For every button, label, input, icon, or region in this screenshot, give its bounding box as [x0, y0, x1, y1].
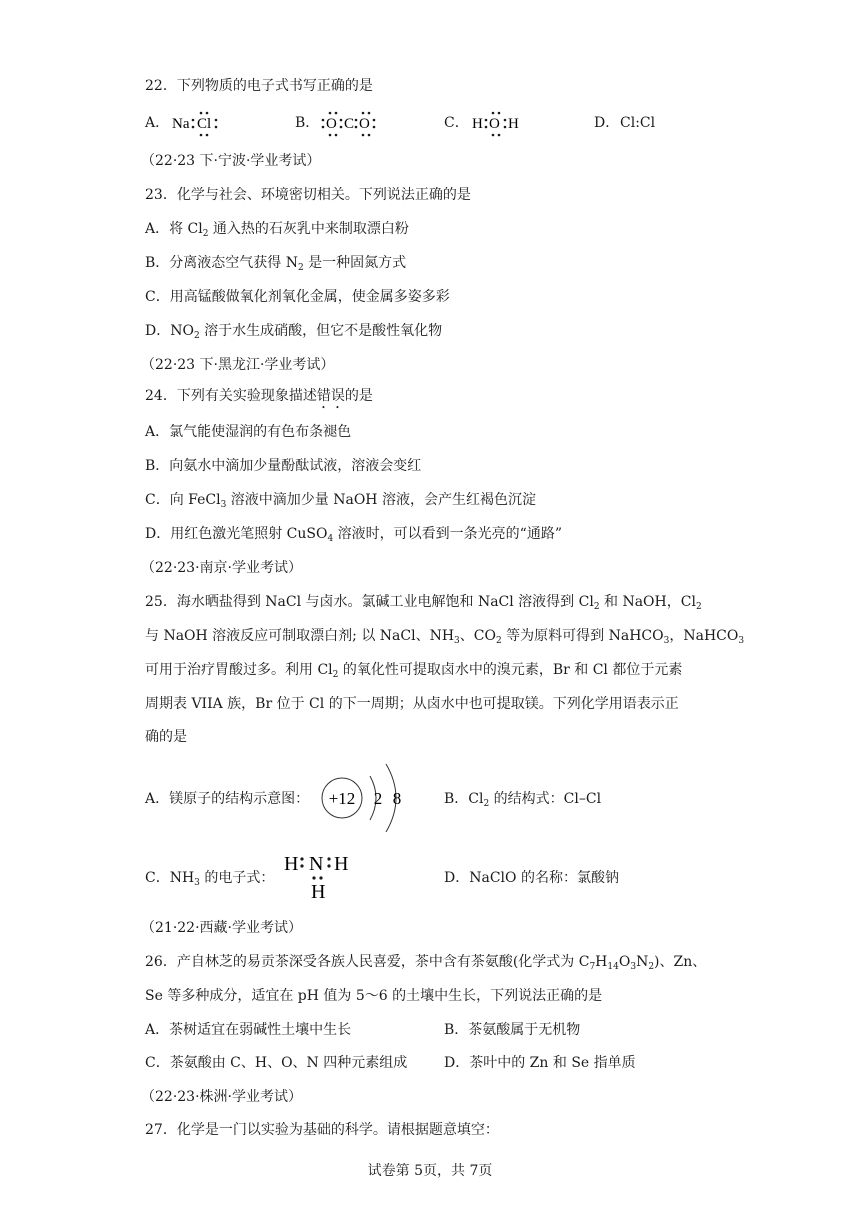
nucleus-label: +12 [328, 789, 356, 808]
q25-option-b: B．$Cl_2$ 的结构式：Cl–Cl [444, 791, 602, 809]
q22-option-c-formula [470, 104, 530, 138]
q25-option-a-text: A．镁原子的结构示意图： [145, 791, 310, 807]
q26-option-b: B．茶氨酸属于无机物 [444, 1022, 581, 1038]
q25-stem-line2: 与 NaOH 溶液反应可制取漂白剂; 以 NaCl、$NH_3$、$CO_2$ 等为原料可得到 NaHCO$_3$，NaHCO$_3$ [145, 628, 745, 646]
q26-option-a: A．茶树适宜在弱碱性土壤中生长 [145, 1022, 352, 1038]
q22-option-a-label: A． [145, 115, 170, 131]
q22-option-d-formula: Cl:Cl [620, 115, 656, 131]
q23-option-d: D．$NO_2$ 溶于水生成硝酸，但它不是酸性氧化物 [145, 323, 443, 341]
source-note-27: （22·23·株洲·学业考试） [141, 1089, 302, 1105]
q25-stem-line4: 周期表 VIIA 族，Br 位于 Cl 的下一周期；从卤水中也可提取镁。下列化学用语表示正 [145, 696, 679, 712]
q23-stem: 23．化学与社会、环境密切相关。下列说法正确的是 [145, 187, 471, 203]
q23-option-a: A．将 $Cl_2$ 通入热的石灰乳中来制取漂白粉 [145, 221, 409, 239]
q23-option-c: C．用高锰酸做氧化剂氧化金属，使金属多姿多彩 [145, 289, 450, 305]
svg-text:N: N [309, 853, 324, 875]
q22-option-d-label: D． [594, 115, 620, 131]
q25-stem-line5: 确的是 [145, 729, 187, 745]
svg-text:H: H [311, 881, 326, 902]
source-note-23: （22·23 下·宁波·学业考试） [141, 153, 321, 169]
q24-stem: 24．下列有关实验现象描述错误的是 [145, 388, 373, 404]
svg-text:C: C [344, 116, 355, 132]
svg-text:H: H [508, 116, 519, 132]
q26-stem-line1: 26．产自林芝的易贡茶深受各族人民喜爱，茶中含有茶氨酸(化学式为 $C_7H_{14}O_3N_2$)、Zn、 [145, 954, 707, 972]
q22-option-b-label: B． [295, 115, 320, 131]
svg-text:O: O [326, 116, 337, 132]
q25-option-d: D．NaClO 的名称：氯酸钠 [444, 870, 619, 886]
svg-text:Cl: Cl [197, 116, 212, 132]
q22-stem: 22．下列物质的电子式书写正确的是 [145, 78, 373, 94]
nh3-electron-formula [282, 846, 362, 902]
q25-option-c-text: C．$NH_3$ 的电子式： [145, 870, 275, 888]
q23-option-b: B．分离液态空气获得 $N_2$ 是一种固氮方式 [145, 255, 407, 273]
q26-option-d: D．茶叶中的 Zn 和 Se 指单质 [444, 1055, 636, 1071]
svg-text:O: O [489, 116, 500, 132]
svg-text:H: H [284, 853, 299, 875]
q22-option-b-formula [318, 104, 390, 138]
q26-stem-line2: Se 等多种成分，适宜在 pH 值为 5～6 的土壤中生长，下列说法正确的是 [145, 988, 603, 1004]
svg-text:H: H [472, 116, 483, 132]
q27-stem: 27．化学是一门以实验为基础的科学。请根据题意填空： [145, 1122, 499, 1138]
svg-text:H: H [334, 853, 349, 875]
mg-atom-structure-diagram [318, 762, 418, 834]
q25-stem-line3: 可用于治疗胃酸过多。利用 $Cl_2$ 的氧化性可提取卤水中的溴元素，Br 和 Cl 都位于元素 [145, 662, 683, 680]
page-footer: 试卷第 5页，共 7页 [367, 1163, 493, 1179]
svg-text:Na: Na [172, 116, 190, 132]
q22-option-a-formula [170, 104, 230, 138]
source-note-25: （22·23·南京·学业考试） [141, 560, 302, 576]
source-note-24: （22·23 下·黑龙江·学业考试） [141, 357, 335, 373]
q25-stem-line1: 25．海水晒盐得到 NaCl 与卤水。氯碱工业电解饱和 NaCl 溶液得到 $Cl_2$ 和 NaOH，$Cl_2$ [145, 594, 702, 612]
shell-2-electrons: 8 [392, 789, 402, 808]
shell-1-electrons: 2 [373, 789, 383, 808]
q26-option-c: C．茶氨酸由 C、H、O、N 四种元素组成 [145, 1055, 408, 1071]
q24-option-c: C．向 FeCl$_3$ 溶液中滴加少量 NaOH 溶液，会产生红褐色沉淀 [145, 492, 536, 510]
q22-option-c-label: C． [444, 115, 469, 131]
q24-option-a: A．氯气能使湿润的有色布条褪色 [145, 424, 352, 440]
q24-emphasis: 错误 [316, 388, 345, 404]
q24-option-d: D．用红色激光笔照射 CuSO$_4$ 溶液时，可以看到一条光亮的“通路” [145, 526, 562, 544]
q24-option-b: B．向氨水中滴加少量酚酞试液，溶液会变红 [145, 458, 422, 474]
source-note-26: （21·22·西藏·学业考试） [141, 920, 302, 936]
svg-text:O: O [359, 116, 370, 132]
